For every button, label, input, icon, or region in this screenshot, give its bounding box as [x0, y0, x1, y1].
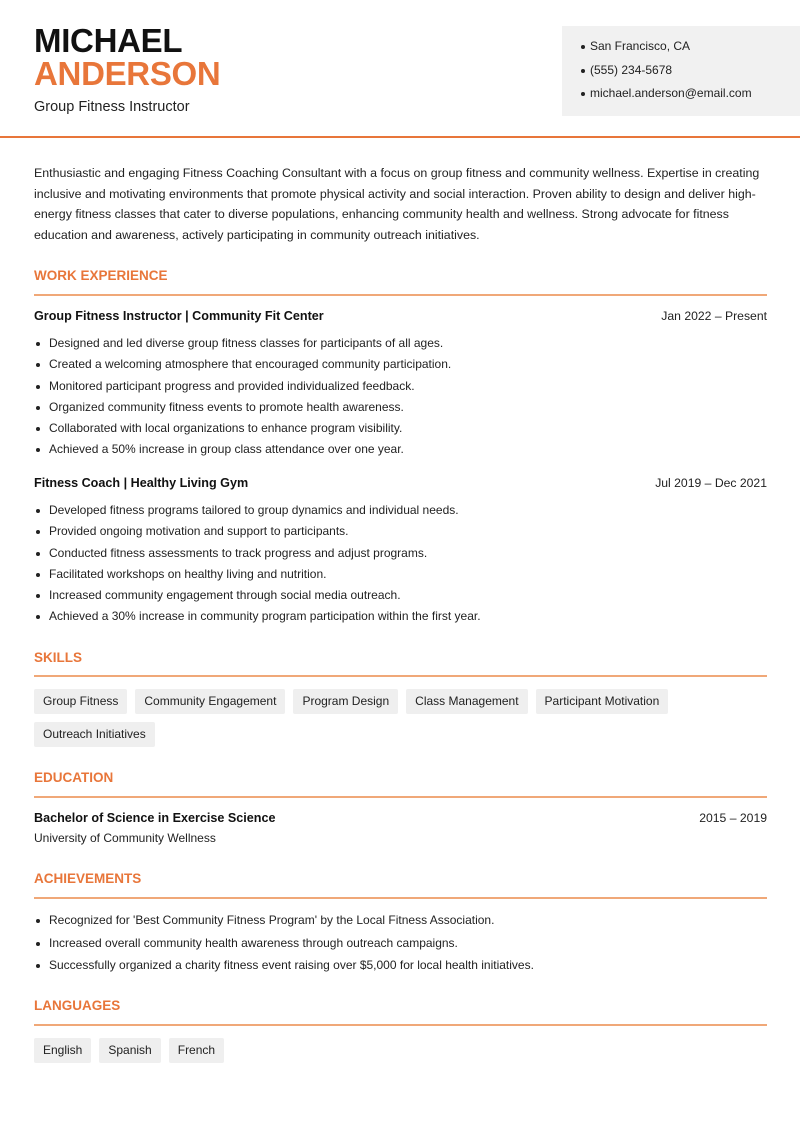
job-role: Fitness Coach | Healthy Living Gym	[34, 476, 249, 490]
list-item: Conducted fitness assessments to track progress and adjust programs.	[34, 546, 767, 567]
contact-box	[562, 26, 800, 116]
education-school: University of Community Wellness	[34, 831, 216, 845]
section-title-work: WORK EXPERIENCE	[34, 268, 168, 283]
section-divider	[34, 294, 767, 296]
job-dates: Jul 2019 – Dec 2021	[655, 476, 767, 490]
bullet-icon	[581, 45, 585, 49]
section-title-achievements: ACHIEVEMENTS	[34, 871, 142, 886]
contact-phone: (555) 234-5678	[581, 63, 800, 87]
bullet-icon	[36, 615, 40, 619]
resume-header	[0, 0, 800, 138]
list-item: Facilitated workshops on healthy living and nutrition.	[34, 567, 767, 588]
bullet-icon	[581, 69, 585, 73]
job-bullets	[34, 503, 767, 631]
bullet-icon	[36, 942, 40, 946]
skill-tag: Outreach Initiatives	[34, 722, 155, 747]
job-header	[34, 476, 767, 490]
list-item: Monitored participant progress and provided individualized feedback.	[34, 379, 767, 400]
section-divider	[34, 796, 767, 798]
list-item: Developed fitness programs tailored to group dynamics and individual needs.	[34, 503, 767, 524]
bullet-icon	[36, 363, 40, 367]
job-title: Group Fitness Instructor	[34, 99, 190, 115]
header-divider	[0, 136, 800, 138]
bullet-icon	[36, 427, 40, 431]
job-dates: Jan 2022 – Present	[661, 309, 767, 323]
list-item: Collaborated with local organizations to enhance program visibility.	[34, 421, 767, 442]
contact-location: San Francisco, CA	[581, 39, 800, 63]
list-item: Designed and led diverse group fitness classes for participants of all ages.	[34, 336, 767, 357]
list-item: Provided ongoing motivation and support to participants.	[34, 524, 767, 545]
bullet-icon	[36, 552, 40, 556]
list-item: Recognized for 'Best Community Fitness Program' by the Local Fitness Association.	[34, 913, 767, 936]
job-role: Group Fitness Instructor | Community Fit Center	[34, 309, 324, 323]
skill-tag: Group Fitness	[34, 689, 127, 714]
section-title-skills: SKILLS	[34, 650, 83, 665]
bullet-icon	[36, 342, 40, 346]
list-item: Achieved a 50% increase in group class attendance over one year.	[34, 442, 767, 463]
summary-text: Enthusiastic and engaging Fitness Coaching Consultant with a focus on group fitness and community wellness. Expertise in creating inclusive and motivating environments that promote physical activity and social interaction. Proven ability to design and deliver high-energy fitness classes that cater to diverse populations, enhancing community health and wellness. Strong advocate for fitness education and awareness, actively participating in community outreach initiatives.	[34, 166, 760, 242]
list-item: Increased community engagement through social media outreach.	[34, 588, 767, 609]
bullet-icon	[36, 919, 40, 923]
languages-list	[34, 1038, 767, 1063]
first-name: MICHAEL	[34, 22, 183, 59]
section-title-education: EDUCATION	[34, 770, 114, 785]
list-item: Organized community fitness events to promote health awareness.	[34, 400, 767, 421]
bullet-icon	[36, 385, 40, 389]
job-header	[34, 309, 767, 323]
education-years: 2015 – 2019	[699, 811, 767, 825]
education-degree: Bachelor of Science in Exercise Science	[34, 811, 276, 825]
list-item: Increased overall community health awareness through outreach campaigns.	[34, 936, 767, 959]
achievements-list	[34, 913, 767, 981]
section-divider	[34, 897, 767, 899]
section-title-languages: LANGUAGES	[34, 998, 121, 1013]
skill-tag: Program Design	[293, 689, 398, 714]
job-bullets	[34, 336, 767, 464]
contact-email: michael.anderson@email.com	[581, 86, 800, 110]
skill-tag: Community Engagement	[135, 689, 285, 714]
bullet-icon	[581, 92, 585, 96]
bullet-icon	[36, 530, 40, 534]
language-tag: French	[169, 1038, 224, 1063]
bullet-icon	[36, 573, 40, 577]
bullet-icon	[36, 594, 40, 598]
last-name: ANDERSON	[34, 55, 221, 92]
bullet-icon	[36, 448, 40, 452]
section-divider	[34, 1024, 767, 1026]
list-item: Achieved a 30% increase in community program participation within the first year.	[34, 609, 767, 630]
skills-list	[34, 689, 767, 747]
language-tag: English	[34, 1038, 91, 1063]
section-divider	[34, 675, 767, 677]
skill-tag: Class Management	[406, 689, 527, 714]
language-tag: Spanish	[99, 1038, 160, 1063]
list-item: Created a welcoming atmosphere that encouraged community participation.	[34, 357, 767, 378]
list-item: Successfully organized a charity fitness event raising over $5,000 for local health initiatives.	[34, 958, 767, 981]
skill-tag: Participant Motivation	[536, 689, 669, 714]
bullet-icon	[36, 964, 40, 968]
bullet-icon	[36, 406, 40, 410]
bullet-icon	[36, 509, 40, 513]
